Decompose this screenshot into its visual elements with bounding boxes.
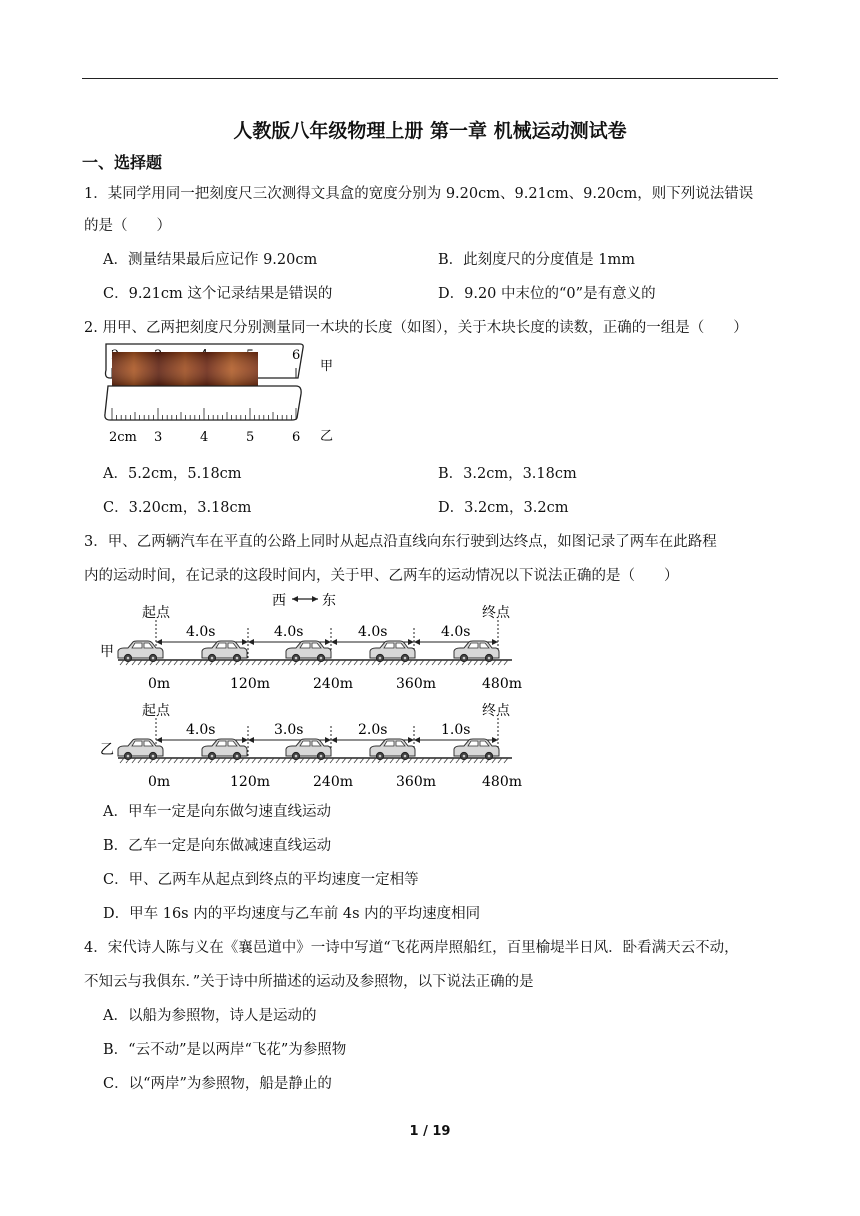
- direction-east: 东: [322, 593, 336, 609]
- road-hatch: [348, 660, 352, 665]
- q2-option-d: D．3.2cm，3.2cm: [438, 500, 569, 516]
- car-motion-figure: [96, 588, 536, 798]
- road-hatch: [204, 758, 208, 763]
- road-hatch: [246, 660, 250, 665]
- road-hatch: [288, 660, 292, 665]
- road-hatch: [138, 660, 142, 665]
- car-a-icon: [202, 641, 247, 662]
- road-hatch: [474, 758, 478, 763]
- road-hatch: [438, 660, 442, 665]
- road-hatch: [414, 660, 418, 665]
- road-hatch: [504, 660, 508, 665]
- road-hatch: [354, 758, 358, 763]
- road-hatch: [312, 660, 316, 665]
- car-b-label: 乙: [100, 742, 114, 758]
- road-hatch: [450, 660, 454, 665]
- road-hatch: [360, 758, 364, 763]
- page-number: 1 / 19: [409, 1124, 451, 1139]
- q4-option-b: B．“云不动”是以两岸“飞花”为参照物: [103, 1042, 347, 1058]
- document-title: 人教版八年级物理上册 第一章 机械运动测试卷: [233, 120, 627, 142]
- road-hatch: [258, 758, 262, 763]
- car-a-time-2: 4.0s: [274, 624, 304, 640]
- car-a-distance-240: 240m: [313, 676, 353, 692]
- ruler-a-label: 甲: [320, 359, 334, 374]
- road-hatch: [144, 660, 148, 665]
- road-hatch: [366, 758, 370, 763]
- ruler-b-tick-4: 4: [200, 430, 209, 445]
- road-hatch: [336, 758, 340, 763]
- car-a-time-3: 4.0s: [358, 624, 388, 640]
- road-hatch: [348, 758, 352, 763]
- road-hatch: [168, 758, 172, 763]
- q1-option-c: C．9.21cm 这个记录结果是错误的: [103, 286, 333, 302]
- road-hatch: [342, 758, 346, 763]
- question-3-line-2: 内的运动时间，在记录的这段时间内，关于甲、乙两车的运动情况以下说法正确的是（ ）: [84, 568, 679, 584]
- road-hatch: [408, 660, 412, 665]
- car-b-icon: [202, 739, 247, 760]
- road-hatch: [312, 758, 316, 763]
- road-hatch: [288, 758, 292, 763]
- car-b-time-2: 3.0s: [274, 722, 304, 738]
- road-hatch: [390, 660, 394, 665]
- road-hatch: [330, 758, 334, 763]
- question-4-line-2: 不知云与我俱东．”关于诗中所描述的运动及参照物，以下说法正确的是: [84, 974, 534, 990]
- car-b-time-3: 2.0s: [358, 722, 388, 738]
- road-hatch: [174, 758, 178, 763]
- road-hatch: [372, 660, 376, 665]
- car-b-distance-240: 240m: [313, 774, 353, 790]
- road-hatch: [156, 660, 160, 665]
- road-hatch: [450, 758, 454, 763]
- road-hatch: [342, 660, 346, 665]
- q1-option-b: B．此刻度尺的分度值是 1mm: [438, 252, 635, 268]
- road-hatch: [132, 758, 136, 763]
- q3-option-a: A．甲车一定是向东做匀速直线运动: [103, 804, 331, 820]
- road-hatch: [132, 660, 136, 665]
- road-hatch: [306, 758, 310, 763]
- road-hatch: [204, 660, 208, 665]
- road-hatch: [282, 758, 286, 763]
- road-hatch: [222, 758, 226, 763]
- road-hatch: [120, 660, 124, 665]
- car-b-distance-360: 360m: [396, 774, 436, 790]
- ruler-a-tick-6: 6: [292, 348, 301, 363]
- q4-option-c: C．以“两岸”为参照物，船是静止的: [103, 1076, 332, 1092]
- car-b-end-label: 终点: [482, 703, 510, 719]
- question-1-line-2: 的是（ ）: [84, 218, 171, 234]
- ruler-b-tick-6: 6: [292, 430, 301, 445]
- road-hatch: [498, 758, 502, 763]
- road-hatch: [420, 758, 424, 763]
- q3-option-d: D．甲车 16s 内的平均速度与乙车前 4s 内的平均速度相同: [103, 906, 481, 922]
- road-hatch: [264, 758, 268, 763]
- road-hatch: [444, 660, 448, 665]
- question-2-line-1: 2. 用甲、乙两把刻度尺分别测量同一木块的长度（如图），关于木块长度的读数，正确的一组是（ ）: [84, 320, 748, 336]
- ruler-figure: [98, 340, 338, 454]
- road-hatch: [456, 660, 460, 665]
- road-hatch: [270, 758, 274, 763]
- car-a-distance-0: 0m: [148, 676, 171, 692]
- road-hatch: [456, 758, 460, 763]
- road-hatch: [468, 758, 472, 763]
- road-hatch: [384, 660, 388, 665]
- road-hatch: [438, 758, 442, 763]
- ruler-b-label: 乙: [320, 429, 334, 444]
- q3-option-c: C．甲、乙两车从起点到终点的平均速度一定相等: [103, 872, 419, 888]
- road-hatch: [420, 660, 424, 665]
- road-hatch: [300, 758, 304, 763]
- ruler-b-tick-2cm: 2cm: [109, 430, 137, 445]
- road-hatch: [240, 758, 244, 763]
- road-hatch: [222, 660, 226, 665]
- car-b-distance-480: 480m: [482, 774, 522, 790]
- car-b-time-4: 1.0s: [441, 722, 471, 738]
- road-hatch: [336, 660, 340, 665]
- ruler-b: [105, 386, 301, 445]
- car-b-icon: [286, 739, 331, 760]
- road-hatch: [276, 758, 280, 763]
- road-hatch: [360, 660, 364, 665]
- car-a-time-4: 4.0s: [441, 624, 471, 640]
- road-hatch: [252, 660, 256, 665]
- direction-west: 西: [272, 593, 286, 609]
- road-hatch: [216, 660, 220, 665]
- road-hatch: [396, 758, 400, 763]
- q2-option-a: A．5.2cm，5.18cm: [103, 466, 242, 482]
- road-hatch: [408, 758, 412, 763]
- road-hatch: [270, 660, 274, 665]
- car-a-distance-360: 360m: [396, 676, 436, 692]
- road-hatch: [276, 660, 280, 665]
- road-hatch: [414, 758, 418, 763]
- road-hatch: [504, 758, 508, 763]
- car-a-distance-480: 480m: [482, 676, 522, 692]
- car-a-end-label: 终点: [482, 605, 510, 621]
- car-b-time-1: 4.0s: [186, 722, 216, 738]
- car-a-label: 甲: [100, 644, 114, 660]
- road-hatch: [180, 758, 184, 763]
- road-hatch: [354, 660, 358, 665]
- road-hatch: [480, 660, 484, 665]
- road-hatch: [432, 660, 436, 665]
- road-hatch: [444, 758, 448, 763]
- ruler-b-tick-3: 3: [154, 430, 163, 445]
- car-a-time-1: 4.0s: [186, 624, 216, 640]
- road-hatch: [252, 758, 256, 763]
- road-hatch: [426, 660, 430, 665]
- road-hatch: [396, 660, 400, 665]
- road-hatch: [372, 758, 376, 763]
- road-hatch: [180, 660, 184, 665]
- q1-option-a: A．测量结果最后应记作 9.20cm: [103, 252, 318, 268]
- ruler-b-tick-5: 5: [246, 430, 255, 445]
- road-hatch: [426, 758, 430, 763]
- car-a-start-label: 起点: [142, 605, 170, 621]
- road-hatch: [306, 660, 310, 665]
- road-hatch: [186, 660, 190, 665]
- road-hatch: [330, 660, 334, 665]
- road-hatch: [192, 660, 196, 665]
- road-hatch: [384, 758, 388, 763]
- road-hatch: [216, 758, 220, 763]
- car-a-distance-120: 120m: [230, 676, 270, 692]
- road-hatch: [228, 758, 232, 763]
- road-hatch: [492, 758, 496, 763]
- road-hatch: [198, 660, 202, 665]
- road-hatch: [228, 660, 232, 665]
- road-hatch: [138, 758, 142, 763]
- road-hatch: [174, 660, 178, 665]
- car-b-start-label: 起点: [142, 703, 170, 719]
- road-hatch: [498, 660, 502, 665]
- road-hatch: [192, 758, 196, 763]
- road-hatch: [198, 758, 202, 763]
- question-4-line-1: 4．宋代诗人陈与义在《襄邑道中》一诗中写道“飞花两岸照船红，百里榆堤半日风．卧看满天云不动，: [84, 940, 739, 956]
- road-hatch: [468, 660, 472, 665]
- road-hatch: [390, 758, 394, 763]
- road-hatch: [144, 758, 148, 763]
- road-hatch: [366, 660, 370, 665]
- car-a-icon: [286, 641, 331, 662]
- section-heading: 一、选择题: [82, 153, 163, 172]
- road-hatch: [264, 660, 268, 665]
- car-b-distance-0: 0m: [148, 774, 171, 790]
- road-hatch: [300, 660, 304, 665]
- road-hatch: [162, 758, 166, 763]
- question-1-line-1: 1．某同学用同一把刻度尺三次测得文具盒的宽度分别为 9.20cm、9.21cm、9.20cm，则下列说法错误: [84, 186, 754, 202]
- q2-option-c: C．3.20cm，3.18cm: [103, 500, 252, 516]
- road-hatch: [492, 660, 496, 665]
- road-hatch: [474, 660, 478, 665]
- q3-option-b: B．乙车一定是向东做减速直线运动: [103, 838, 332, 854]
- road-hatch: [162, 660, 166, 665]
- road-hatch: [432, 758, 436, 763]
- road-hatch: [282, 660, 286, 665]
- q4-option-a: A．以船为参照物，诗人是运动的: [103, 1008, 317, 1024]
- car-b-distance-120: 120m: [230, 774, 270, 790]
- road-hatch: [120, 758, 124, 763]
- road-hatch: [186, 758, 190, 763]
- road-hatch: [156, 758, 160, 763]
- road-hatch: [258, 660, 262, 665]
- road-hatch: [324, 660, 328, 665]
- road-hatch: [324, 758, 328, 763]
- road-hatch: [246, 758, 250, 763]
- question-3-line-1: 3．甲、乙两辆汽车在平直的公路上同时从起点沿直线向东行驶到达终点，如图记录了两车在此路程: [84, 534, 717, 550]
- road-hatch: [168, 660, 172, 665]
- header-rule: [82, 78, 778, 79]
- q1-option-d: D．9.20 中末位的“0”是有意义的: [438, 286, 656, 302]
- road-hatch: [480, 758, 484, 763]
- q2-option-b: B．3.2cm，3.18cm: [438, 466, 577, 482]
- road-hatch: [240, 660, 244, 665]
